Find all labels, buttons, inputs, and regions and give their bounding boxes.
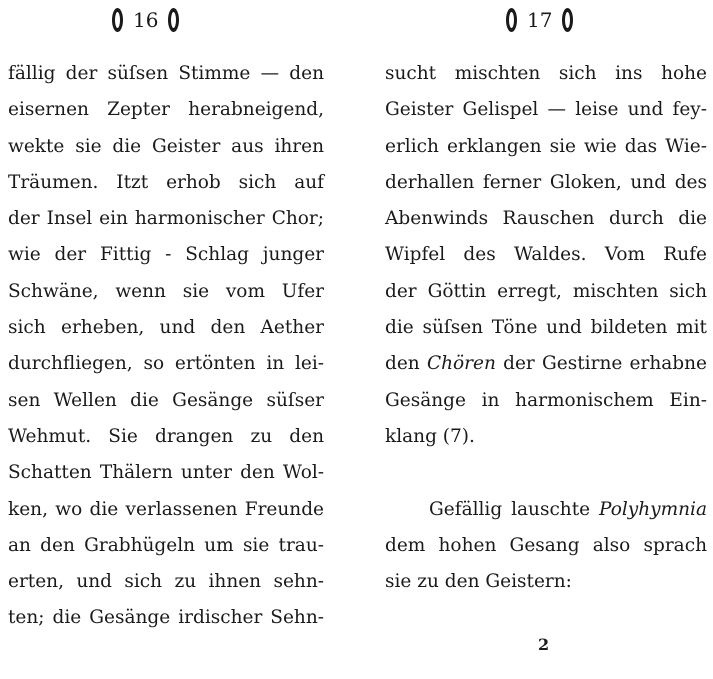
text-line (385, 346, 707, 382)
signature-mark: 2 (538, 635, 550, 654)
text-line: sich erheben, und den Aether (8, 317, 324, 339)
text-line: Gesänge in harmonischem Ein- (385, 389, 707, 411)
text-line: derhallen ferner Gloken, und des (385, 171, 707, 193)
text-line: Abenwinds Rauschen durch die (385, 208, 707, 230)
text-line: der Göttin erregt, mischten sich (385, 280, 707, 302)
text-line: an den Grabhügeln um sie trau- (8, 534, 324, 556)
text-segment: den (385, 353, 427, 375)
text-line: sucht mischten sich ins hohe (385, 63, 707, 84)
page-number: 17 (527, 8, 553, 32)
text-line (385, 492, 707, 528)
text-line: Schatten Thälern unter den Wol- (8, 462, 324, 484)
text-line: Schwäne, wenn sie vom Ufer (8, 280, 324, 302)
text-line: Geister Gelispel — leise und fey- (385, 99, 707, 121)
text-line: durchfliegen, so ertönten in lei- (8, 353, 324, 375)
text-line: wie der Fittig - Schlag junger (8, 244, 324, 266)
text-line: wekte sie die Geister aus ihren (8, 135, 324, 157)
text-line: der Insel ein harmonischer Chor; (8, 208, 324, 230)
ornament-icon (168, 8, 179, 32)
paragraph-gap (385, 455, 707, 491)
text-line: fällig der süſsen Stimme — den (8, 63, 324, 84)
text-line: erten, und sich zu ihnen sehn- (8, 571, 324, 593)
text-line: ten; die Gesänge irdischer Sehn- (8, 607, 324, 629)
italic-word: Polyhymnia (599, 498, 707, 520)
text-line: eisernen Zepter herabneigend, (8, 99, 324, 121)
text-segment: der Gestirne erhabne (495, 353, 707, 375)
left-page-text (8, 56, 324, 637)
ornament-icon (112, 8, 123, 32)
text-line: erlich erklangen sie wie das Wie- (385, 135, 707, 157)
right-page (356, 0, 713, 679)
ornament-icon (506, 8, 517, 32)
ornament-icon (562, 8, 573, 32)
text-segment: Gefällig lauschte (429, 498, 600, 520)
left-page-header (112, 8, 179, 32)
page-number: 16 (133, 8, 159, 32)
text-line: die süſsen Töne und bildeten mit (385, 317, 707, 339)
right-page-header (506, 8, 573, 32)
text-line: Träumen. Itzt erhob sich auf (8, 171, 324, 193)
text-line: sen Wellen die Gesänge süſser (8, 389, 324, 411)
text-line: ken, wo die verlassenen Freunde (8, 498, 324, 520)
text-line: Wehmut. Sie drangen zu den (8, 425, 324, 447)
text-line: dem hohen Gesang also sprach (385, 534, 707, 556)
text-line: klang (7). (385, 425, 475, 447)
text-line: Wipfel des Waldes. Vom Rufe (385, 244, 707, 266)
italic-word: Chören (426, 353, 496, 375)
right-page-text (385, 56, 707, 600)
left-page (0, 0, 356, 679)
text-line: sie zu den Geistern: (385, 571, 572, 593)
